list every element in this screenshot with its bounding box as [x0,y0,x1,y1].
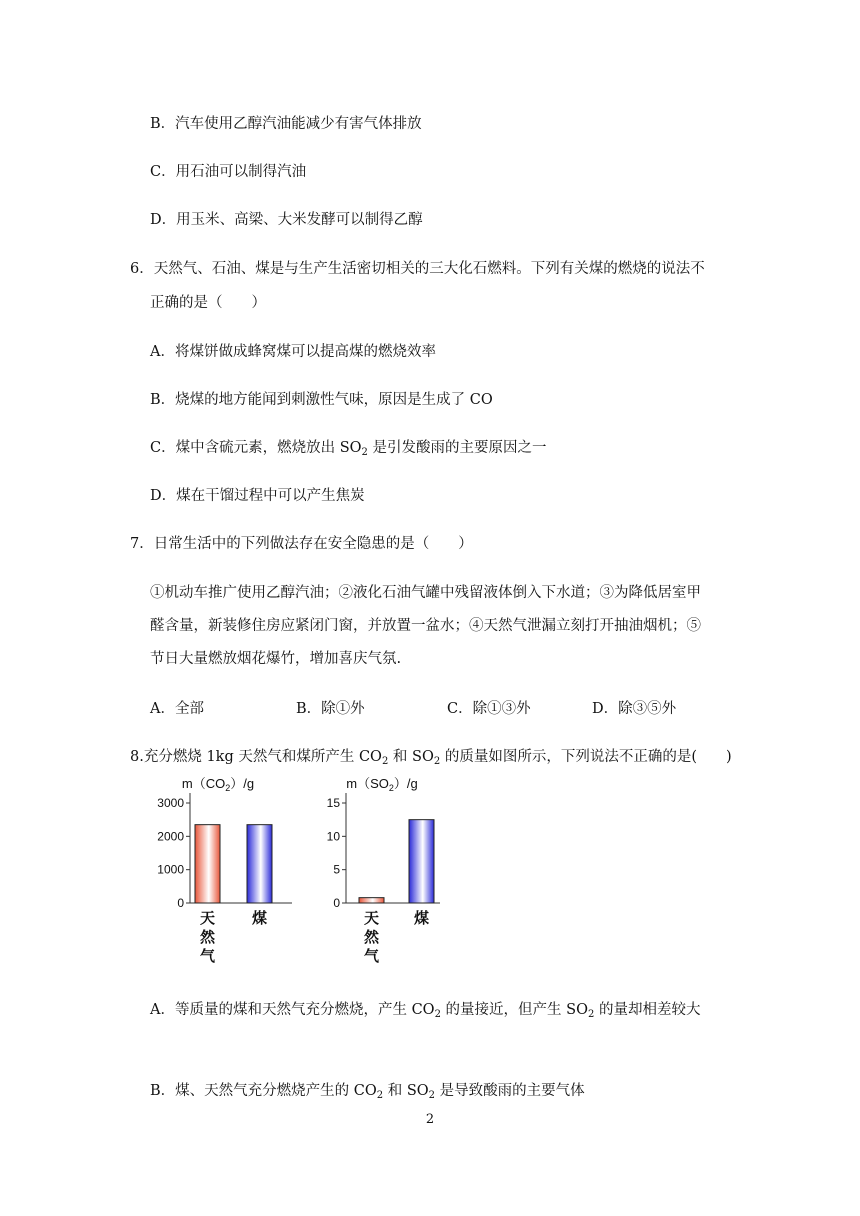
question-7-body-1: ①机动车推广使用乙醇汽油；②液化石油气罐中残留液体倒入下水道；③为降低居室甲 [150,585,701,601]
category-label: 煤 [251,910,268,927]
question-7-body-3: 节日大量燃放烟花爆竹，增加喜庆气氛. [150,651,402,667]
so2-bar-chart [312,768,462,978]
line-q5-c: C．用石油可以制得汽油 [150,164,307,180]
page-number: 2 [425,1112,435,1127]
co2-bar-chart [140,768,310,978]
line-q5-b: B．汽车使用乙醇汽油能减少有害气体排放 [150,116,422,132]
y-tick-label: 5 [333,862,340,877]
option-6-c: C．煤中含硫元素，燃烧放出 $SO_2$ 是引发酸雨的主要原因之一 [150,440,547,458]
option-6-d: D．煤在干馏过程中可以产生焦炭 [150,488,365,504]
option-6-a: A．将煤饼做成蜂窝煤可以提高煤的燃烧效率 [150,344,436,360]
y-tick-label: 0 [177,896,184,910]
option-8-b: B．煤、天然气充分燃烧产生的 $CO_2$ 和 $SO_2$ 是导致酸雨的主要气体 [150,1083,585,1101]
y-tick-label: 0 [333,896,340,910]
bar-coal [409,820,434,903]
line-q5-d: D．用玉米、高梁、大米发酵可以制得乙醇 [150,212,423,228]
y-tick-label: 1000 [157,862,184,877]
question-6-stem-cont: 正确的是（ ） [150,295,266,311]
option-8-a: A．等质量的煤和天然气充分燃烧，产生 $CO_2$ 的量接近，但产生 $SO_2$ 的量却相差较大 [150,1002,701,1020]
option-7-a: A．全部 [150,701,204,717]
option-7-c: C．除①③外 [447,701,531,717]
option-7-b: B．除①外 [296,701,365,717]
bar-natural-gas [359,898,384,903]
y-axis-label: $m(CO_2)/g$ [181,776,255,793]
option-6-b: B．烧煤的地方能闻到刺激性气味，原因是生成了 CO [150,392,493,408]
category-label: 天然气 [199,910,216,965]
y-tick-label: 15 [326,796,340,810]
option-7-d: D．除③⑤外 [592,701,677,717]
question-6-stem: 6．天然气、石油、煤是与生产生活密切相关的三大化石燃料。下列有关煤的燃烧的说法不 [130,261,705,277]
category-label: 煤 [413,910,430,927]
bar-natural-gas [195,825,220,903]
category-label: 天然气 [363,910,380,965]
y-tick-label: 3000 [157,796,184,810]
y-tick-label: 2000 [157,829,184,844]
question-8-stem: 8.充分燃烧 1kg 天然气和煤所产生 $CO_2$ 和 $SO_2$ 的质量如图所示，下列说法不正确的是( ) [130,749,732,767]
y-tick-label: 10 [326,829,340,844]
y-axis-label: $m(SO_2)/g$ [346,776,418,793]
question-7-stem: 7．日常生活中的下列做法存在安全隐患的是（ ） [130,536,473,552]
question-7-body-2: 醛含量，新装修住房应紧闭门窗，并放置一盆水；④天然气泄漏立刻打开抽油烟机；⑤ [150,618,701,634]
bar-coal [247,825,272,903]
